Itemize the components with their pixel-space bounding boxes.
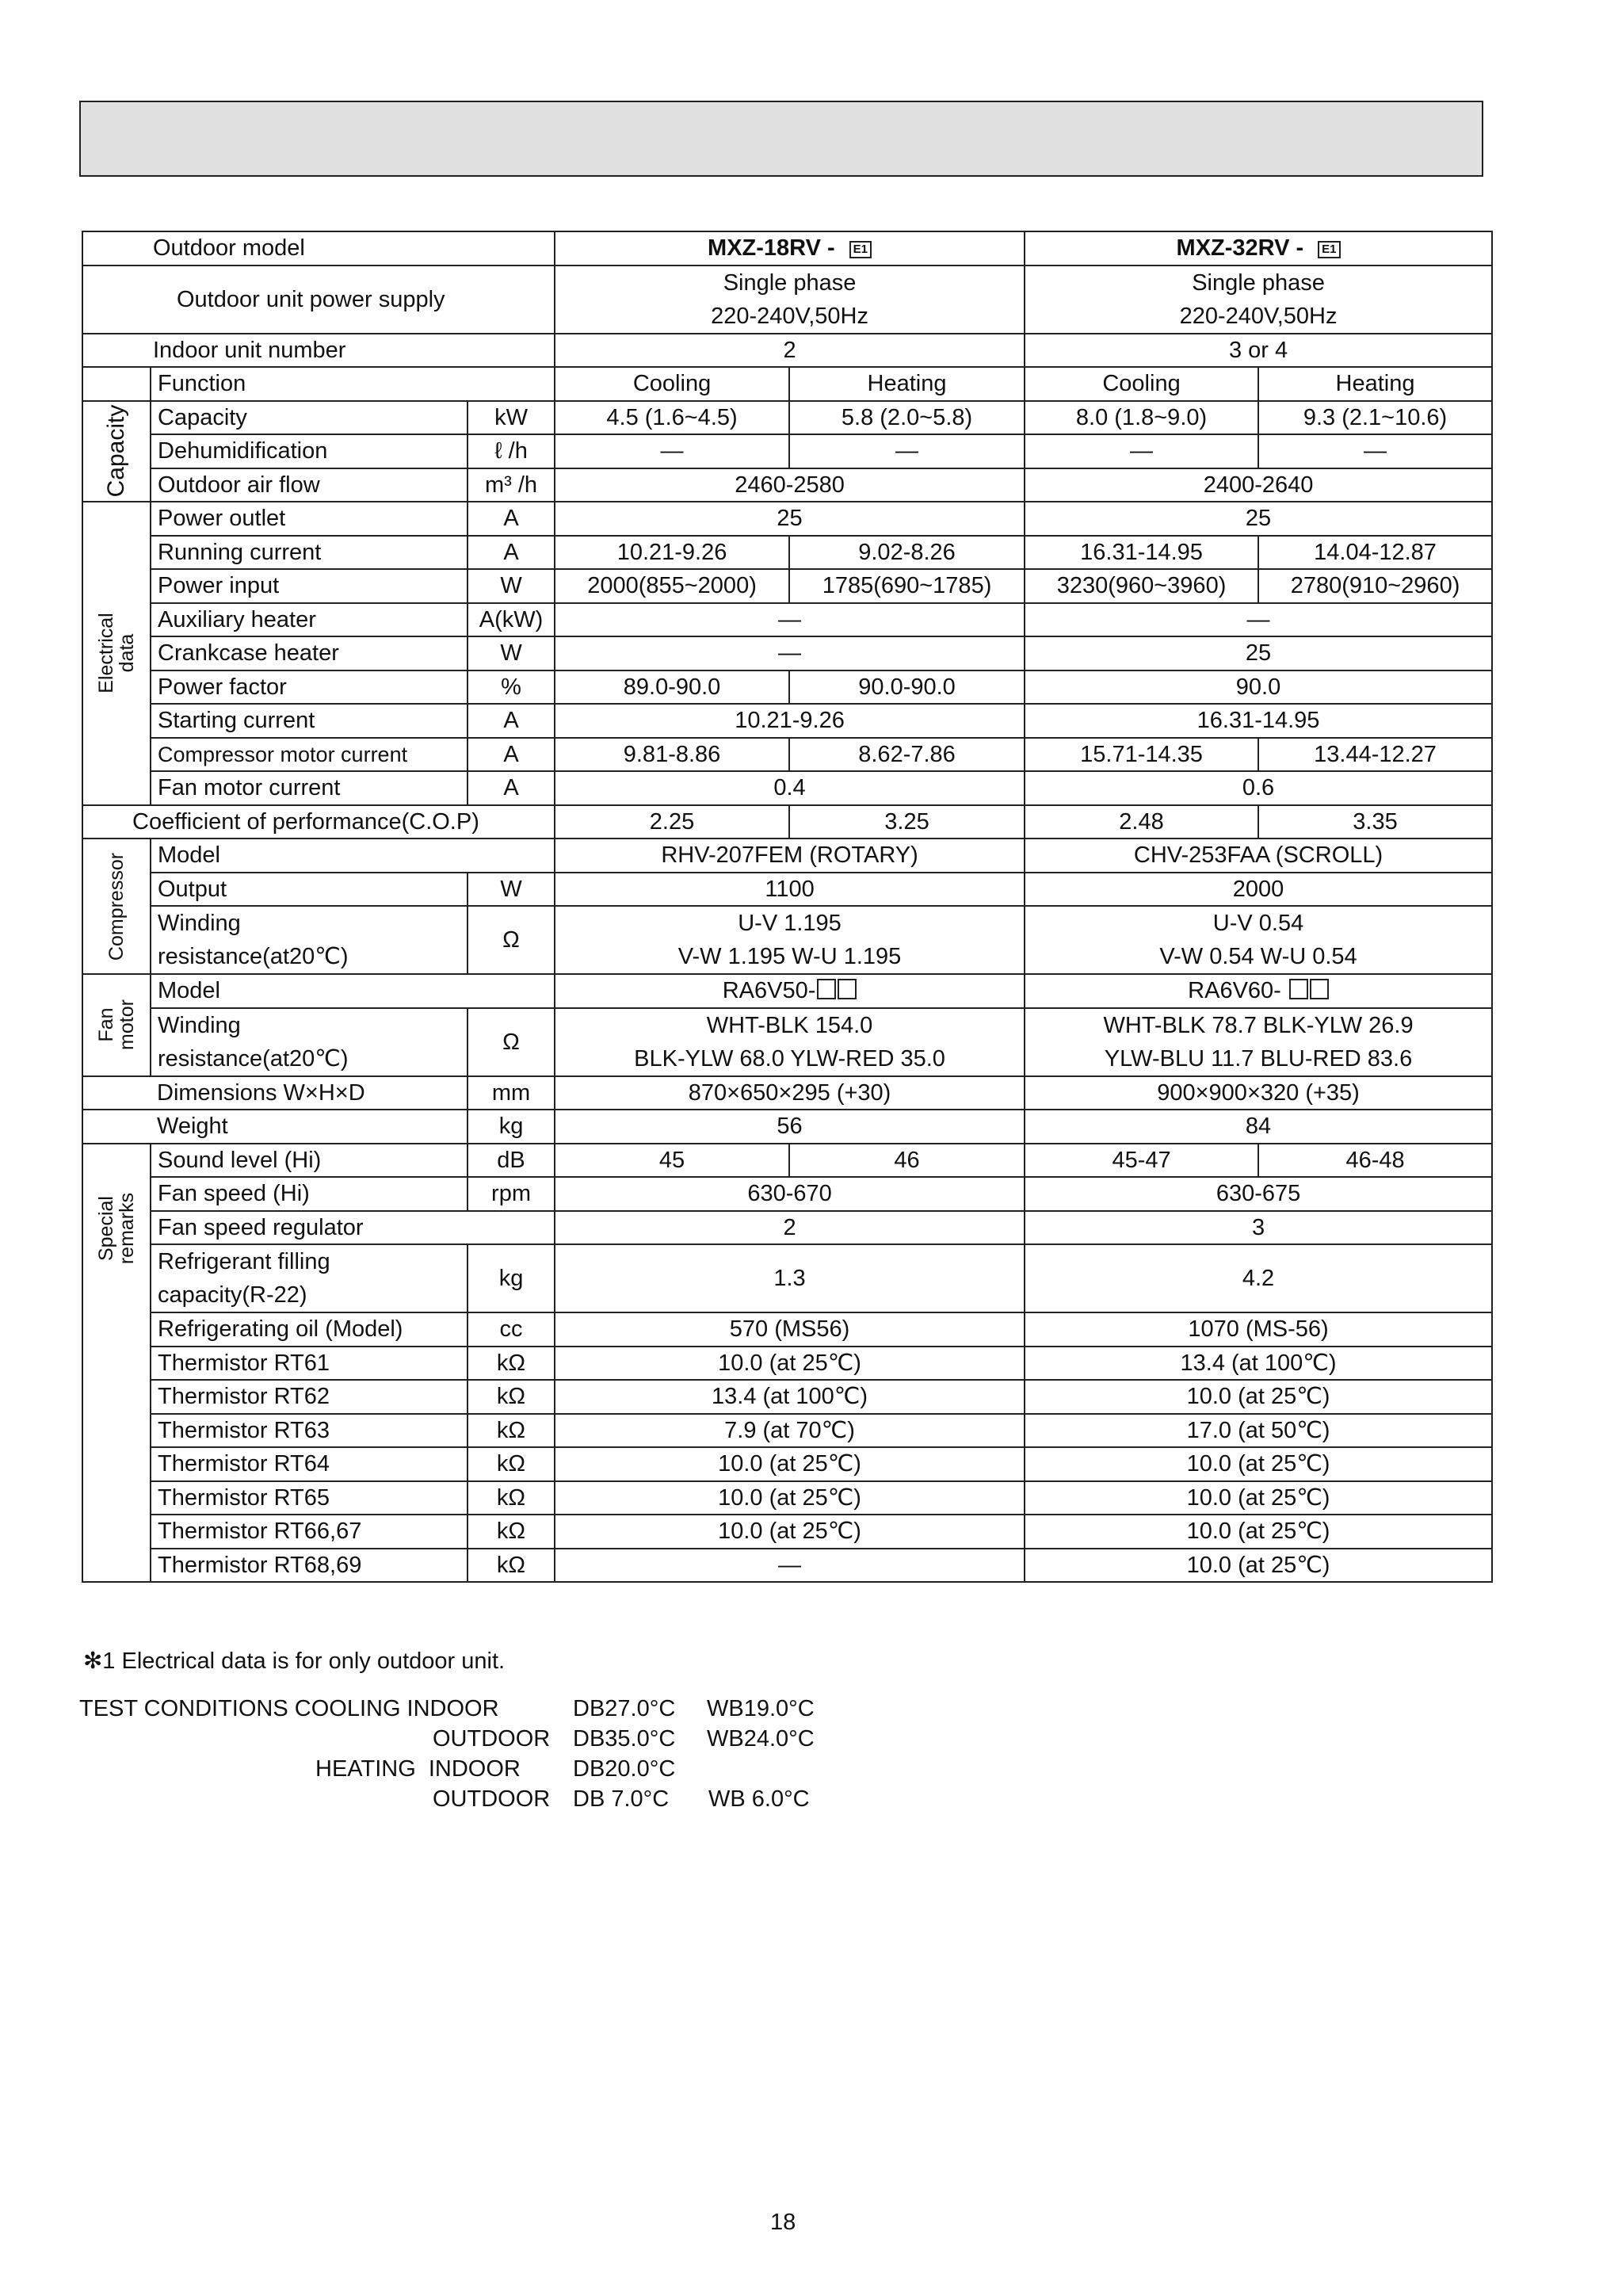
table-row: Thermistor RT62 kΩ 13.4 (at 100℃) 10.0 (at 25℃) xyxy=(82,1380,1492,1414)
table-row: Dimensions W×H×D mm 870×650×295 (+30) 900×900×320 (+35) xyxy=(82,1076,1492,1110)
power-a: Single phase 220-240V,50Hz xyxy=(555,266,1025,334)
table-row: Thermistor RT61 kΩ 10.0 (at 25℃) 13.4 (at 100℃) xyxy=(82,1347,1492,1381)
group-special-remarks: Special remarks xyxy=(82,1144,151,1313)
table-row: Output W 1100 2000 xyxy=(82,873,1492,907)
table-row: Coefficient of performance(C.O.P) 2.25 3.25 2.48 3.35 xyxy=(82,805,1492,839)
table-row: Thermistor RT63 kΩ 7.9 (at 70℃) 17.0 (at 50℃) xyxy=(82,1414,1492,1448)
table-row: Special remarks Sound level (Hi) dB 45 46 45-47 46-48 xyxy=(82,1144,1492,1178)
table-row: Thermistor RT66,67 kΩ 10.0 (at 25℃) 10.0 (at 25℃) xyxy=(82,1515,1492,1549)
spec-table xyxy=(82,231,1493,1583)
placeholder-box-icon xyxy=(1289,979,1308,999)
power-b: Single phase 220-240V,50Hz xyxy=(1025,266,1492,334)
table-row: Starting current A 10.21-9.26 16.31-14.95 xyxy=(82,704,1492,738)
table-row: Auxiliary heater A(kW) — — xyxy=(82,603,1492,637)
footnote: ✻1 Electrical data is for only outdoor unit. xyxy=(83,1648,506,1674)
table-row: Crankcase heater W — 25 xyxy=(82,636,1492,670)
group-capacity: Capacity xyxy=(82,401,151,502)
table-row: Thermistor RT68,69 kΩ — 10.0 (at 25℃) xyxy=(82,1549,1492,1583)
table-row xyxy=(82,367,1492,401)
table-row: Fan speed (Hi) rpm 630-670 630-675 xyxy=(82,1177,1492,1211)
e1-badge: E1 xyxy=(1318,241,1340,258)
table-row: Outdoor air flow m³ /h 2460-2580 2400-2640 xyxy=(82,468,1492,502)
cooling-a: Cooling xyxy=(555,367,789,401)
table-row: Power factor % 89.0-90.0 90.0-90.0 90.0 xyxy=(82,670,1492,705)
placeholder-box-icon xyxy=(838,979,857,999)
indoor-b: 3 or 4 xyxy=(1025,334,1492,368)
heating-a: Heating xyxy=(789,367,1025,401)
heating-b: Heating xyxy=(1258,367,1492,401)
model-b: MXZ-32RV - E1 xyxy=(1025,231,1492,266)
table-row: Capacity Capacity kW 4.5 (1.6~4.5) 5.8 (2.0~5.8) 8.0 (1.8~9.0) 9.3 (2.1~10.6) xyxy=(82,401,1492,435)
table-row: Compressor motor current A 9.81-8.86 8.62-7.86 15.71-14.35 13.44-12.27 xyxy=(82,738,1492,772)
table-row: Winding resistance(at20℃) Ω U-V 1.195 V-W 1.195 W-U 1.195 U-V 0.54 V-W 0.54 W-U 0.54 xyxy=(82,906,1492,974)
table-row: Refrigerating oil (Model) cc 570 (MS56) 1070 (MS-56) xyxy=(82,1312,1492,1347)
function-label: Function xyxy=(151,367,555,401)
model-a: MXZ-18RV - E1 xyxy=(555,231,1025,266)
table-row: Compressor Model RHV-207FEM (ROTARY) CHV-253FAA (SCROLL) xyxy=(82,839,1492,873)
table-row: Thermistor RT64 kΩ 10.0 (at 25℃) 10.0 (at 25℃) xyxy=(82,1447,1492,1481)
group-compressor: Compressor xyxy=(82,839,151,974)
table-row: Electrical data Power outlet A 25 25 xyxy=(82,502,1492,536)
table-row: Power input W 2000(855~2000) 1785(690~1785) 3230(960~3960) 2780(910~2960) xyxy=(82,569,1492,603)
power-supply-label: Outdoor unit power supply xyxy=(82,266,555,334)
indoor-a: 2 xyxy=(555,334,1025,368)
table-row: Winding resistance(at20℃) Ω WHT-BLK 154.0 BLK-YLW 68.0 YLW-RED 35.0 WHT-BLK 78.7 BLK-YLW 26.9 YLW-BLU 11.7 BLU-RED 83.6 xyxy=(82,1008,1492,1076)
placeholder-box-icon xyxy=(817,979,836,999)
table-row: Refrigerant filling capacity(R-22) kg 1.3 4.2 xyxy=(82,1244,1492,1312)
table-row: Fan motor current A 0.4 0.6 xyxy=(82,771,1492,805)
placeholder-box-icon xyxy=(1310,979,1329,999)
table-row: Thermistor RT65 kΩ 10.0 (at 25℃) 10.0 (at 25℃) xyxy=(82,1481,1492,1515)
group-fan-motor: Fan motor xyxy=(82,974,151,1076)
page-number: 18 xyxy=(770,2210,796,2235)
table-row: Fan motor Model RA6V50- RA6V60- xyxy=(82,974,1492,1008)
header-bar xyxy=(79,101,1483,177)
group-electrical: Electrical data xyxy=(82,502,151,805)
table-row xyxy=(82,266,1492,334)
indoor-unit-label: Indoor unit number xyxy=(82,334,555,368)
table-row xyxy=(82,231,1492,266)
table-row: Weight kg 56 84 xyxy=(82,1110,1492,1144)
table-row: Running current A 10.21-9.26 9.02-8.26 16.31-14.95 14.04-12.87 xyxy=(82,536,1492,570)
table-row xyxy=(82,334,1492,368)
table-row: Fan speed regulator 2 3 xyxy=(82,1211,1492,1245)
cooling-b: Cooling xyxy=(1025,367,1258,401)
outdoor-model-label: Outdoor model xyxy=(82,231,555,266)
table-row: Dehumidification ℓ /h — — — — xyxy=(82,434,1492,468)
e1-badge: E1 xyxy=(849,241,872,258)
